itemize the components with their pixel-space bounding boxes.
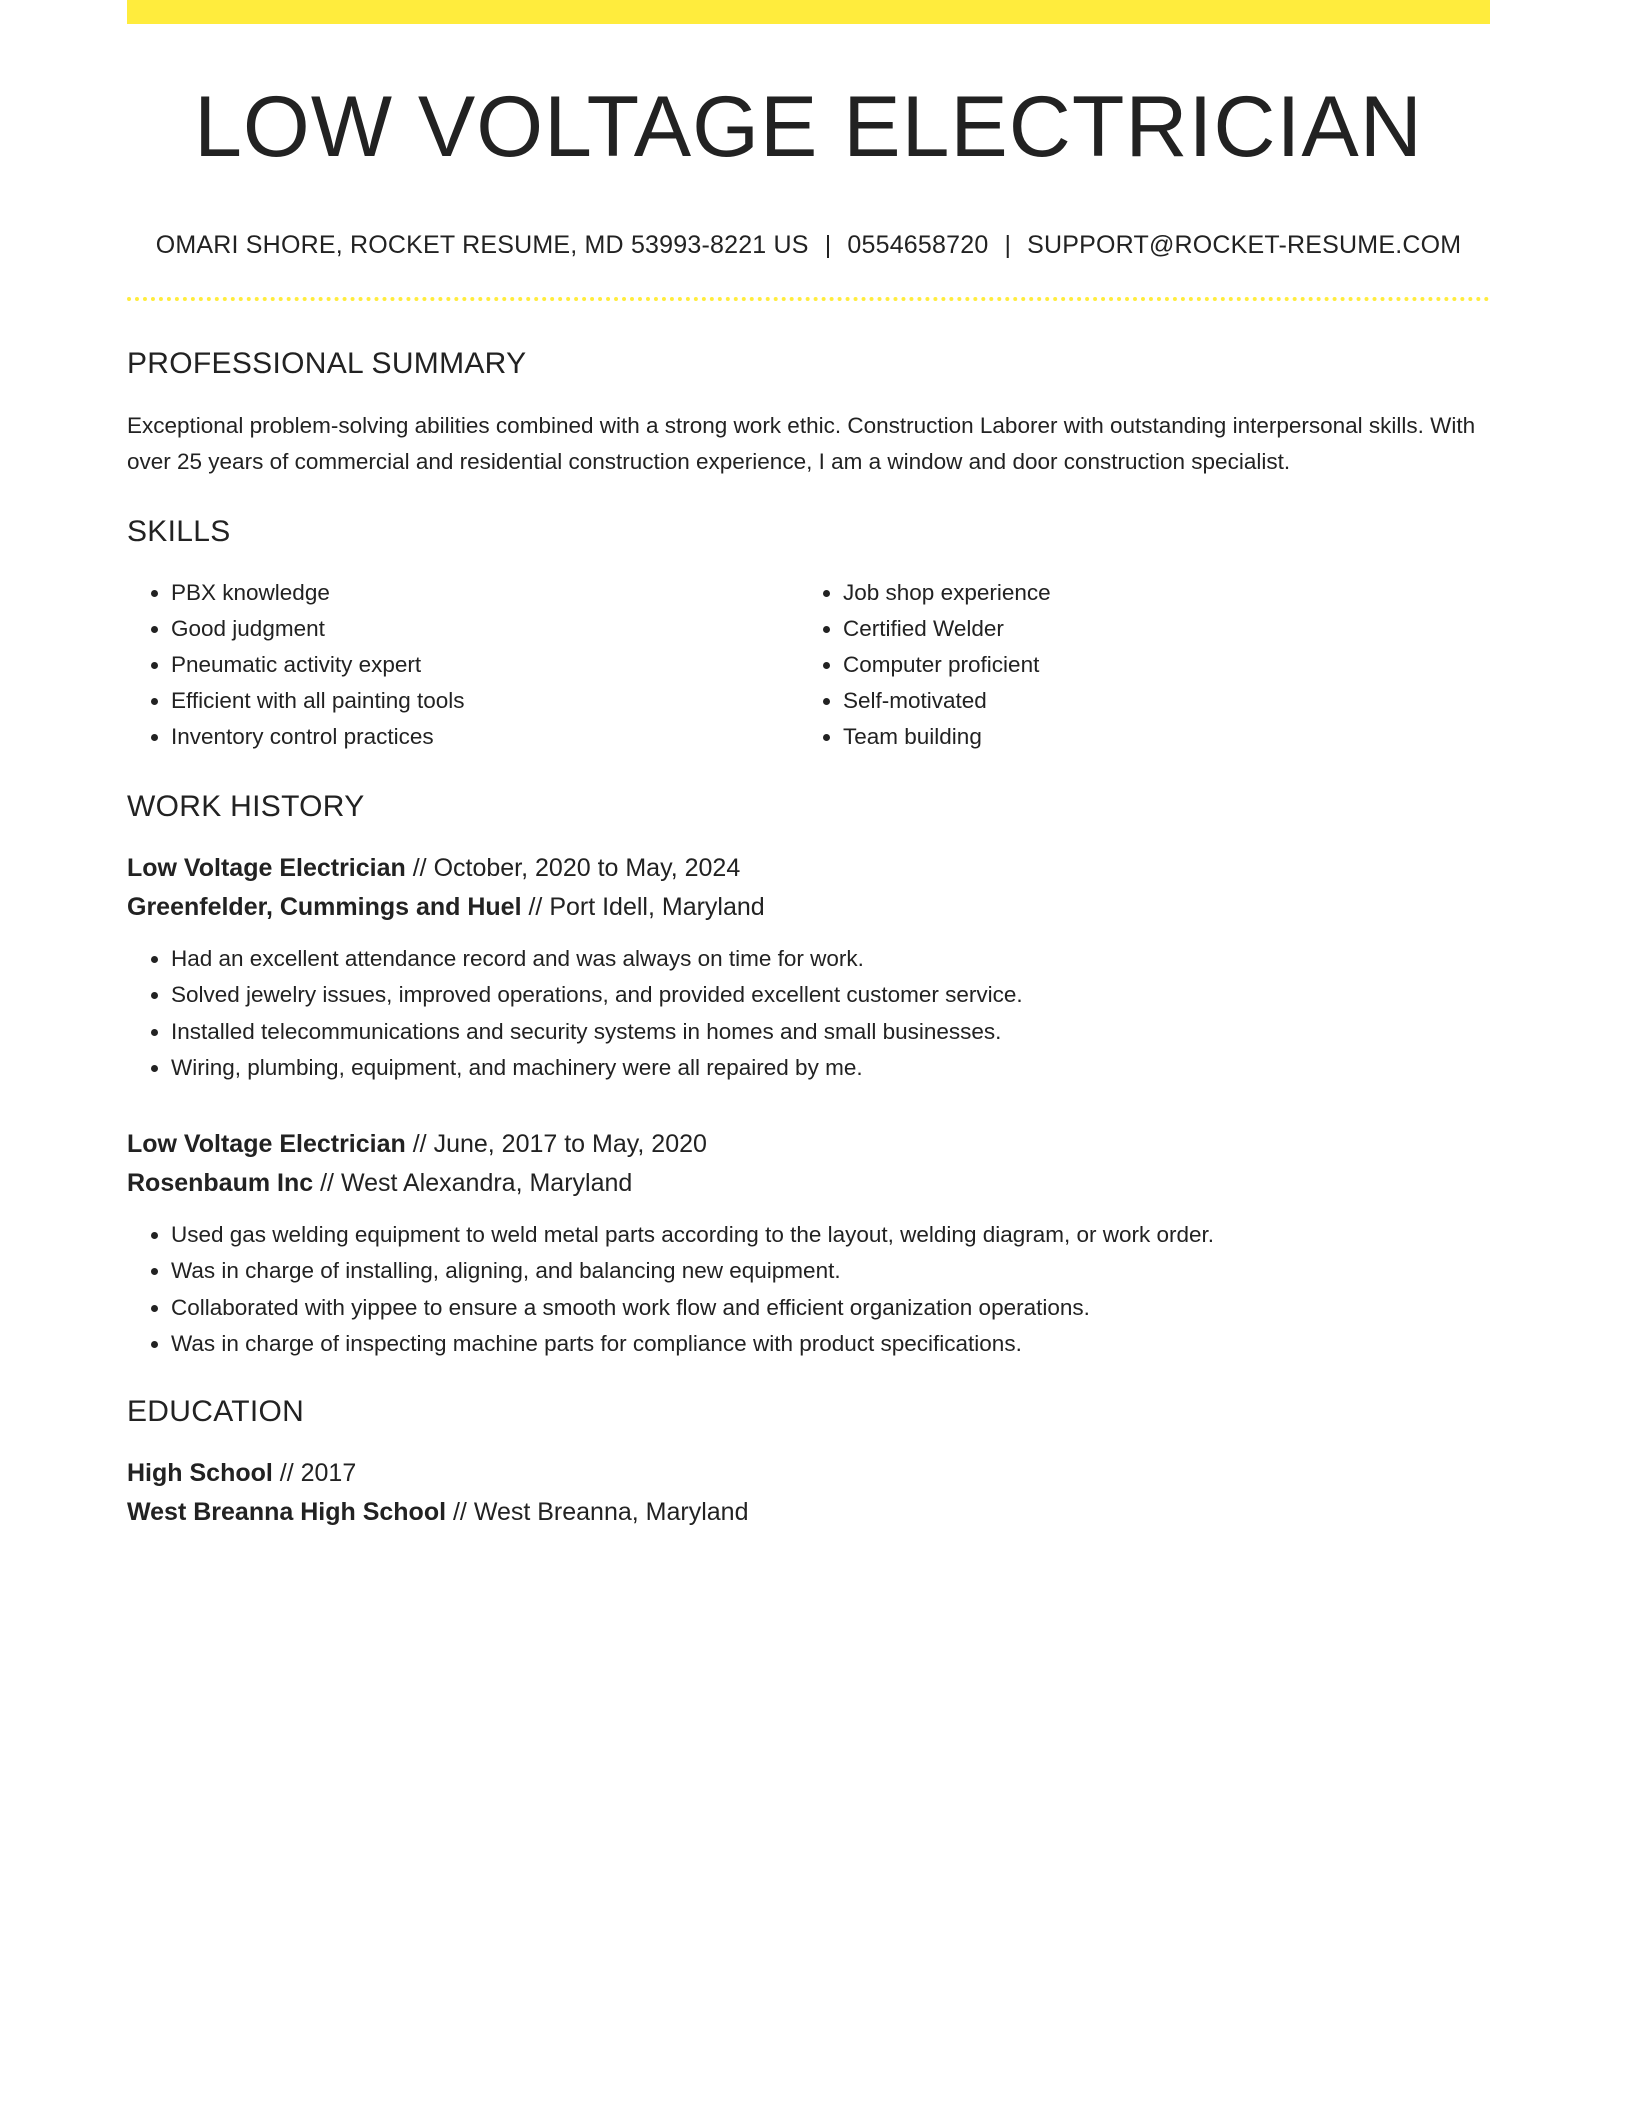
job-title-line: [127, 1125, 1490, 1164]
skill-item: • Efficient with all painting tools: [171, 683, 799, 719]
job-company: Rosenbaum Inc: [127, 1169, 314, 1198]
skill-item: • Computer proficient: [843, 647, 1443, 683]
work-history-heading: WORK HISTORY: [127, 790, 365, 823]
job-bullet: • Solved jewelry issues, improved operations, and provided excellent customer service.: [171, 977, 1490, 1013]
summary-text: Exceptional problem-solving abilities combined with a strong work ethic. Construction Laborer with outstanding interpersonal skills. With over 25 years of commercial and residential construction experience, I am a window and door construction specialist.: [127, 413, 1476, 474]
job-bullet: • Was in charge of installing, aligning, and balancing new equipment.: [171, 1253, 1490, 1289]
job-company: Greenfelder, Cummings and Huel: [127, 893, 522, 921]
education-school-line: [127, 1493, 1490, 1532]
skill-item: • Inventory control practices: [171, 719, 799, 755]
education-entry: [127, 1454, 1490, 1532]
job-company-line: [127, 888, 1490, 927]
job-location: // Port Idell, Maryland: [521, 893, 765, 921]
contact-email: SUPPORT@ROCKET-RESUME.COM: [1027, 231, 1462, 259]
job-dates: // June, 2017 to May, 2020: [405, 1130, 707, 1159]
job-title: Low Voltage Electrician: [127, 854, 406, 882]
job-bullet: • Had an excellent attendance record and was always on time for work.: [171, 941, 1490, 977]
job-bullet: • Collaborated with yippee to ensure a smooth work flow and efficient organization operations.: [171, 1290, 1490, 1326]
skills-heading: SKILLS: [127, 515, 231, 548]
skill-item: • PBX knowledge: [171, 575, 799, 611]
skill-item: • Team building: [843, 719, 1443, 755]
contact-phone: 0554658720: [847, 231, 989, 259]
contact-separator: |: [824, 231, 832, 259]
job-bullet: • Installed telecommunications and security systems in homes and small businesses.: [171, 1014, 1490, 1050]
contact-separator: |: [1004, 231, 1012, 259]
education-location: // West Breanna, Maryland: [446, 1498, 749, 1527]
job-bullet: • Used gas welding equipment to weld metal parts according to the layout, welding diagram, or work order.: [171, 1217, 1490, 1253]
job-title-line: [127, 849, 1490, 888]
job-location: // West Alexandra, Maryland: [313, 1169, 633, 1198]
summary-heading: PROFESSIONAL SUMMARY: [127, 347, 527, 380]
skills-list-right: [799, 575, 1443, 755]
education-degree-line: [127, 1454, 1490, 1493]
education-school: West Breanna High School: [127, 1498, 447, 1527]
contact-line: [127, 233, 1490, 258]
skill-item: • Certified Welder: [843, 611, 1443, 647]
education-degree: High School: [127, 1459, 273, 1488]
resume-title: LOW VOLTAGE ELECTRICIAN: [194, 79, 1423, 175]
job-title: Low Voltage Electrician: [127, 1130, 406, 1159]
education-year: // 2017: [272, 1459, 357, 1488]
resume-page: [127, 0, 1490, 1532]
job-entry: [127, 849, 1490, 1086]
accent-top-bar: [127, 0, 1490, 24]
job-dates: // October, 2020 to May, 2024: [405, 854, 741, 882]
job-bullets: [127, 941, 1490, 1086]
job-entry: [127, 1125, 1490, 1362]
contact-address: OMARI SHORE, ROCKET RESUME, MD 53993-8221 US: [155, 231, 809, 259]
education-heading: EDUCATION: [127, 1395, 305, 1429]
skill-item: • Job shop experience: [843, 575, 1443, 611]
skill-item: • Self-motivated: [843, 683, 1443, 719]
dotted-divider: [127, 297, 1490, 301]
skills-grid: [127, 575, 1490, 755]
skills-list-left: [127, 575, 799, 755]
skill-item: • Good judgment: [171, 611, 799, 647]
job-bullet: • Was in charge of inspecting machine parts for compliance with product specifications.: [171, 1326, 1490, 1362]
job-bullet: • Wiring, plumbing, equipment, and machinery were all repaired by me.: [171, 1050, 1490, 1086]
job-bullets: [127, 1217, 1490, 1362]
job-company-line: [127, 1164, 1490, 1203]
skill-item: • Pneumatic activity expert: [171, 647, 799, 683]
